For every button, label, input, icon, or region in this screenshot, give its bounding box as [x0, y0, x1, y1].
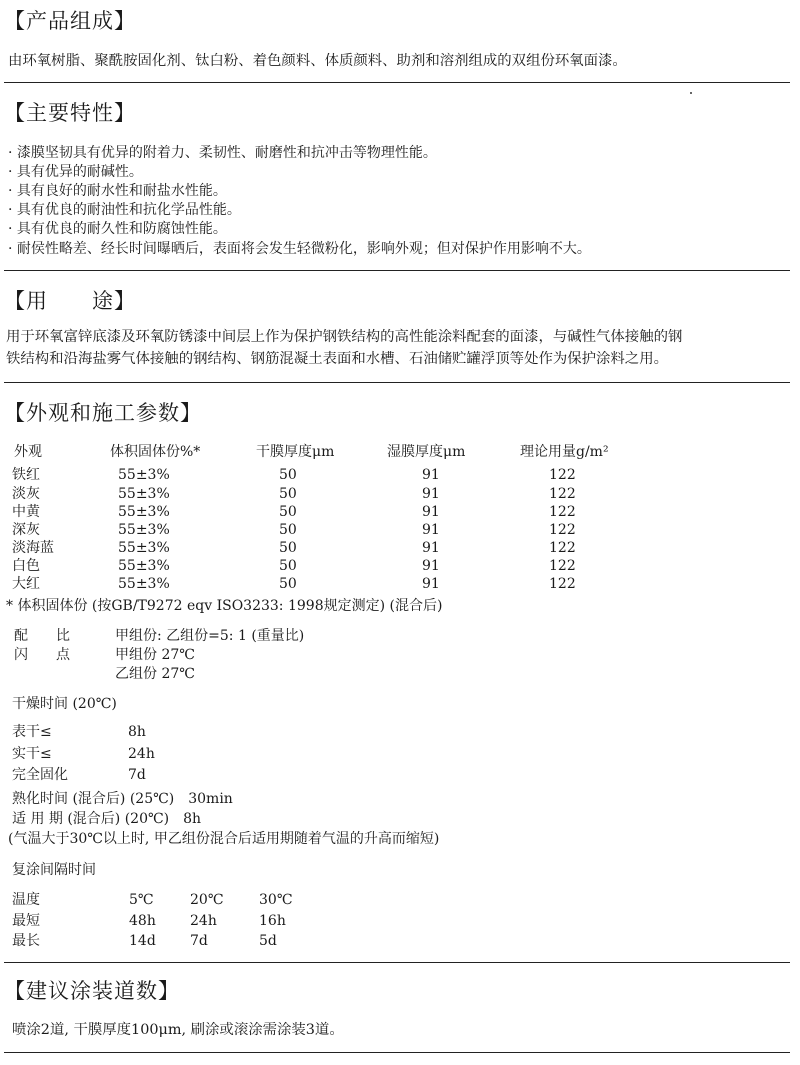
- section-heading-params: 【外观和施工参数】: [4, 401, 202, 425]
- cell-wft: 91: [422, 558, 440, 574]
- cell-solids: 55±3%: [118, 486, 170, 502]
- feature-item: · 漆膜坚韧具有优异的附着力、柔韧性、耐磨性和抗冲击等物理性能。: [8, 145, 437, 161]
- cell-solids: 55±3%: [118, 504, 170, 520]
- cell-color: 淡灰: [12, 486, 40, 502]
- cell-dft: 50: [279, 540, 297, 556]
- table-header-dft: 干膜厚度μm: [256, 444, 335, 460]
- divider: [4, 82, 790, 83]
- drying-label: 实干≤: [12, 746, 52, 762]
- cell-wft: 91: [422, 576, 440, 592]
- speck: [690, 92, 692, 94]
- cell-coverage: 122: [549, 576, 576, 592]
- cell-coverage: 122: [549, 504, 576, 520]
- drying-value: 24h: [128, 746, 155, 762]
- recoat-title: 复涂间隔时间: [12, 862, 96, 878]
- cell-color: 深灰: [12, 522, 40, 538]
- recoat-temp: 20℃: [190, 892, 224, 908]
- coats-text: 喷涂2道, 干膜厚度100μm, 刷涂或滚涂需涂装3道。: [12, 1022, 344, 1038]
- cell-color: 铁红: [12, 467, 40, 483]
- drying-value: 7d: [128, 767, 146, 783]
- cell-coverage: 122: [549, 558, 576, 574]
- cell-solids: 55±3%: [118, 467, 170, 483]
- flash-point-a: 甲组份 27℃: [115, 647, 195, 663]
- feature-item: · 具有优良的耐久性和防腐蚀性能。: [8, 221, 227, 237]
- cell-dft: 50: [279, 522, 297, 538]
- recoat-temp-label: 温度: [12, 892, 40, 908]
- mix-ratio-value: 甲组份: 乙组份=5: 1 (重量比): [115, 628, 305, 644]
- usage-line-1: 用于环氧富锌底漆及环氧防锈漆中间层上作为保护钢铁结构的高性能涂料配套的面漆，与碱性气体接触的钢: [6, 329, 683, 345]
- section-heading-features: 【主要特性】: [4, 101, 136, 125]
- cell-coverage: 122: [549, 522, 576, 538]
- drying-label: 表干≤: [12, 724, 52, 740]
- flash-point-label: 闪 点: [14, 647, 70, 663]
- section-heading-composition: 【产品组成】: [4, 9, 136, 33]
- cell-color: 淡海蓝: [12, 540, 54, 556]
- divider: [4, 382, 790, 383]
- cell-solids: 55±3%: [118, 576, 170, 592]
- table-header-appearance: 外观: [14, 444, 42, 460]
- cell-coverage: 122: [549, 467, 576, 483]
- feature-item: · 具有优良的耐油性和抗化学品性能。: [8, 202, 241, 218]
- cell-color: 大红: [12, 576, 40, 592]
- table-header-coverage: 理论用量g/m²: [520, 444, 609, 460]
- feature-item: · 具有良好的耐水性和耐盐水性能。: [8, 183, 227, 199]
- cell-coverage: 122: [549, 486, 576, 502]
- recoat-min: 48h: [129, 913, 156, 929]
- table-header-wft: 湿膜厚度μm: [387, 444, 466, 460]
- feature-item: · 耐侯性略差、经长时间曝晒后，表面将会发生轻微粉化，影响外观；但对保护作用影响不大。: [8, 241, 591, 257]
- cell-color: 白色: [12, 558, 40, 574]
- recoat-max: 5d: [259, 933, 277, 949]
- recoat-min-label: 最短: [12, 913, 40, 929]
- flash-point-b: 乙组份 27℃: [115, 666, 195, 682]
- cell-wft: 91: [422, 486, 440, 502]
- mix-ratio-label: 配 比: [14, 628, 70, 644]
- cell-coverage: 122: [549, 540, 576, 556]
- cell-dft: 50: [279, 486, 297, 502]
- solids-footnote: * 体积固体份 (按GB/T9272 eqv ISO3233: 1998规定测定) (混合后): [6, 598, 443, 614]
- recoat-max-label: 最长: [12, 933, 40, 949]
- feature-item: · 具有优异的耐碱性。: [8, 164, 143, 180]
- cell-wft: 91: [422, 467, 440, 483]
- usage-line-2: 铁结构和沿海盐雾气体接触的钢结构、钢筋混凝土表面和水槽、石油储贮罐浮顶等处作为保护涂料之用。: [6, 351, 668, 367]
- recoat-min: 24h: [190, 913, 217, 929]
- drying-label: 完全固化: [12, 767, 68, 783]
- cell-dft: 50: [279, 467, 297, 483]
- drying-value: 8h: [128, 724, 146, 740]
- cell-wft: 91: [422, 504, 440, 520]
- divider: [4, 962, 790, 963]
- cell-dft: 50: [279, 576, 297, 592]
- divider: [4, 1052, 790, 1053]
- cell-wft: 91: [422, 540, 440, 556]
- cell-color: 中黄: [12, 504, 40, 520]
- cell-dft: 50: [279, 504, 297, 520]
- table-header-solids: 体积固体份%*: [110, 444, 201, 460]
- recoat-min: 16h: [259, 913, 286, 929]
- recoat-temp: 30℃: [259, 892, 293, 908]
- induction-time: 熟化时间 (混合后) (25℃) 30min: [12, 791, 233, 807]
- cell-wft: 91: [422, 522, 440, 538]
- recoat-max: 7d: [190, 933, 208, 949]
- section-heading-usage: 【用 途】: [4, 289, 136, 313]
- cell-solids: 55±3%: [118, 522, 170, 538]
- cell-dft: 50: [279, 558, 297, 574]
- drying-time-title: 干燥时间 (20℃): [12, 696, 117, 712]
- recoat-max: 14d: [129, 933, 156, 949]
- cell-solids: 55±3%: [118, 558, 170, 574]
- recoat-temp: 5℃: [129, 892, 154, 908]
- pot-life-note: (气温大于30℃以上时, 甲乙组份混合后适用期随着气温的升高而缩短): [8, 831, 440, 847]
- divider: [4, 270, 790, 271]
- cell-solids: 55±3%: [118, 540, 170, 556]
- composition-text: 由环氧树脂、聚酰胺固化剂、钛白粉、着色颜料、体质颜料、助剂和溶剂组成的双组份环氧面漆。: [8, 53, 627, 69]
- section-heading-coats: 【建议涂装道数】: [4, 979, 180, 1003]
- pot-life: 适 用 期 (混合后) (20℃) 8h: [12, 811, 202, 827]
